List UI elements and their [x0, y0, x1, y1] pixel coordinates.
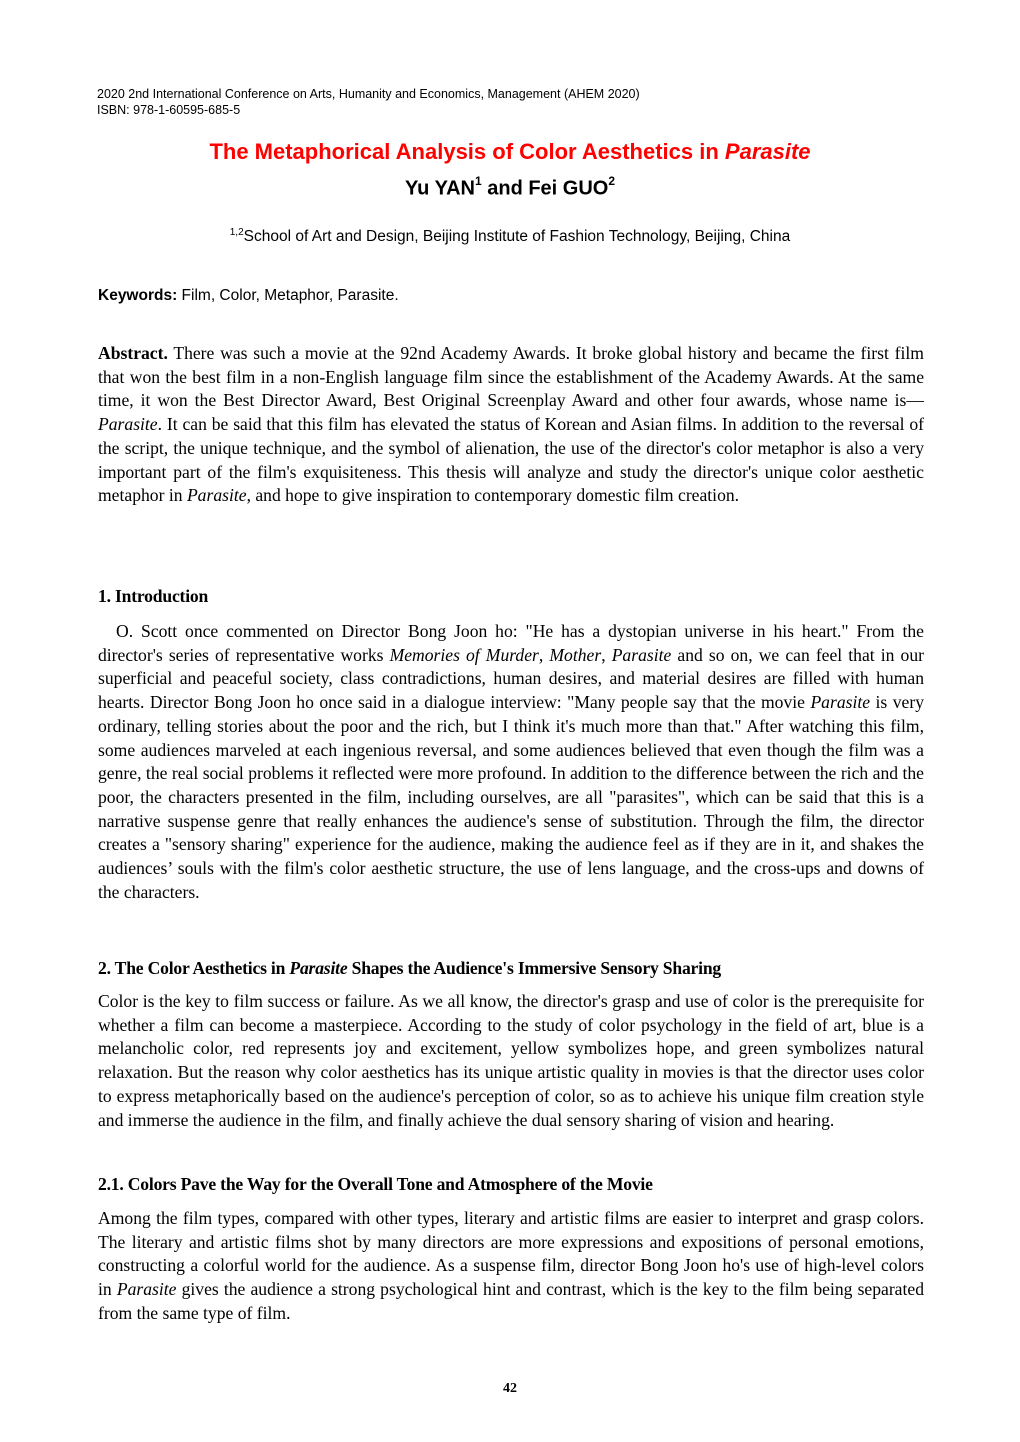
section-2-1-heading: 2.1. Colors Pave the Way for the Overall Tone and Atmosphere of the Movie — [98, 1174, 653, 1194]
body-text: gives the audience a strong psychological hint and contrast, which is the key to the film being separated from the same type of film. — [98, 1279, 924, 1323]
author-2: Fei GUO — [528, 177, 609, 200]
section-2-1-body — [98, 1207, 924, 1326]
abstract — [98, 342, 924, 508]
keywords-text: Film, Color, Metaphor, Parasite. — [177, 287, 399, 304]
author-line — [0, 176, 1020, 201]
work-title: Memories of Murder — [389, 644, 539, 665]
paper-title — [0, 139, 1020, 165]
affiliation — [0, 227, 1020, 246]
heading-text: 2. The Color Aesthetics in — [98, 958, 290, 978]
abstract-label: Abstract. — [98, 343, 168, 363]
affiliation-text: School of Art and Design, Beijing Institute of Fashion Technology, Beijing, China — [243, 228, 791, 246]
affiliation-sup: 1,2 — [229, 227, 244, 238]
body-text: O. Scott once commented on Director Bong Joon ho: "He has a dystopian universe in his heart." From the director's series of representative works — [98, 621, 924, 665]
title-main: The Metaphorical Analysis of Color Aesthetics in — [209, 139, 725, 164]
conference-name: 2020 2nd International Conference on Arts, Humanity and Economics, Management (AHEM 2020) — [97, 87, 640, 101]
isbn: ISBN: 978-1-60595-685-5 — [97, 103, 241, 117]
body-text: , — [601, 644, 612, 665]
abstract-italic: Parasite — [98, 414, 158, 435]
abstract-italic: Parasite — [186, 485, 247, 506]
keywords — [98, 287, 399, 305]
section-2-heading — [98, 958, 721, 979]
work-title: Parasite — [810, 692, 871, 713]
section-2-body: Color is the key to film success or failure. As we all know, the director's grasp and use of color is the prerequisite for whether a film can become a masterpiece. According to the study of color psychology in the field of art, blue is a melancholic color, red represents joy and excitement, yellow symbolizes hope, and green symbolizes natural relaxation. But the reason why color aesthetics has its unique artistic quality in movies is that the director uses color to express metaphorically based on the audience's perception of color, so as to achieve his unique film creation style and immerse the audience in the film, and finally achieve the dual sensory sharing of vision and hearing. — [98, 991, 924, 1130]
author-1-affil-sup: 1 — [474, 174, 482, 188]
body-text: , — [538, 644, 550, 665]
abstract-text: , and hope to give inspiration to contemporary domestic film creation. — [246, 485, 740, 506]
conference-header — [97, 86, 640, 118]
section-1-heading: 1. Introduction — [98, 586, 209, 606]
author-1: Yu YAN — [404, 177, 475, 200]
body-text: and so on, we can feel that in our superficial and peaceful society, class contradictions, human desires, and material desires are filled with human hearts. Director Bong Joon ho once said in a dialogue interview: "Many people say that the movie — [98, 644, 924, 713]
title-italic: Parasite — [724, 139, 811, 164]
section-1-body — [98, 620, 924, 904]
abstract-text: . It can be said that this film has elevated the status of Korean and Asian films. In addition to the reversal of the script, the unique technique, and the symbol of alienation, the use of the director's color metaphor is also a very important part of the film's exquisiteness. This thesis will analyze and study the director's unique color aesthetic metaphor in — [98, 414, 924, 506]
work-title: Mother — [549, 644, 602, 665]
author-2-affil-sup: 2 — [608, 174, 616, 188]
body-text: Among the film types, compared with other types, literary and artistic films are easier to interpret and grasp colors. The literary and artistic films shot by many directors are more expressions and expositions of personal emotions, constructing a colorful world for the audience. As a suspense film, director Bong Joon ho's use of high-level colors in — [98, 1208, 924, 1300]
work-title: Parasite — [611, 644, 672, 665]
page-number: 42 — [503, 1381, 517, 1396]
work-title: Parasite — [116, 1279, 177, 1300]
keywords-label: Keywords: — [98, 287, 178, 304]
heading-text: Shapes the Audience's Immersive Sensory Sharing — [347, 958, 722, 978]
abstract-text: There was such a movie at the 92nd Academy Awards. It broke global history and became the first film that won the best film in a non-English language film since the establishment of the Academy Awards. At the same time, it won the Best Director Award, Best Original Screenplay Award and other four awards, whose name is— — [98, 343, 924, 411]
author-joiner: and — [481, 177, 529, 200]
heading-italic: Parasite — [289, 958, 348, 978]
body-text: is very ordinary, telling stories about the poor and the rich, but I think it's much more than that." After watching this film, some audiences marveled at each ingenious reversal, and some audiences believed that even though the film was a genre, the real social problems it reflected were more profound. In addition to the difference between the rich and the poor, the characters presented in the film, including ourselves, are all "parasites", which can be said that this is a narrative suspense genre that really enhances the audience's sense of substitution. Through the film, the director creates a "sensory sharing" experience for the audience, making the audience feel as if they are in it, and shakes the audiences’ souls with the film's color aesthetic structure, the use of lens language, and the cross-ups and downs of the characters. — [98, 692, 925, 902]
